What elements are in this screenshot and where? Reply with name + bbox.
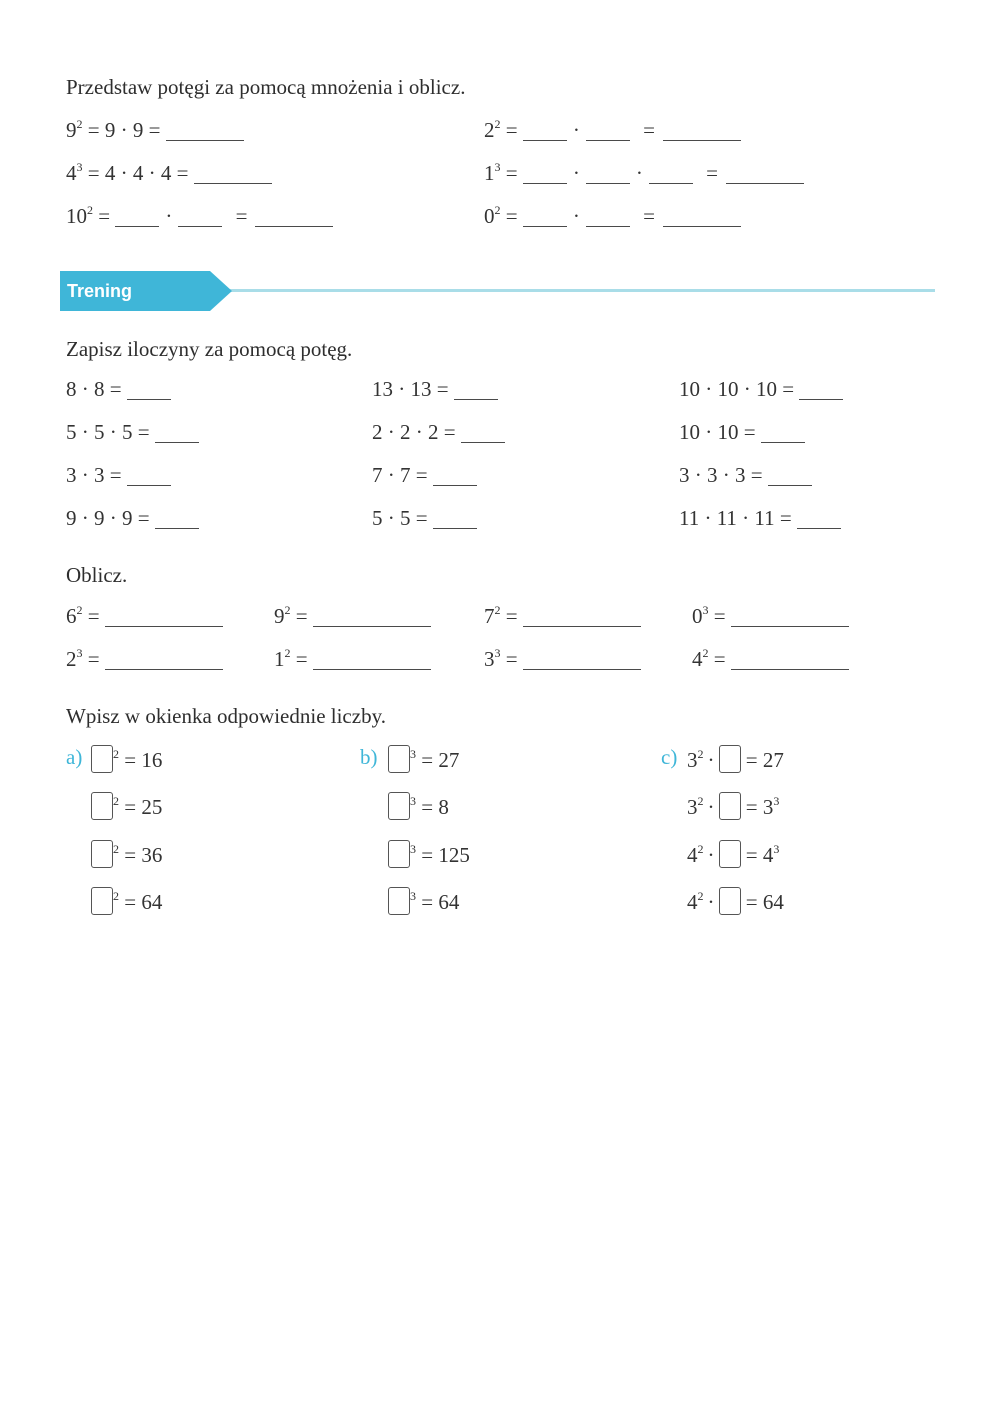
answer-blank[interactable] — [155, 508, 199, 529]
answer-blank[interactable] — [663, 206, 741, 227]
product-item — [679, 463, 812, 487]
exponent: 2 — [87, 203, 93, 217]
exponent: 2 — [113, 747, 119, 761]
exponent: 3 — [494, 160, 501, 174]
answer-box[interactable] — [388, 887, 410, 915]
answer-box[interactable] — [91, 792, 113, 820]
answer-blank[interactable] — [761, 422, 805, 443]
product-item — [372, 463, 477, 487]
box-equation — [388, 887, 459, 915]
box-equation — [91, 840, 162, 868]
exponent: 2 — [113, 794, 119, 808]
equals: = — [708, 647, 726, 671]
base: 9 — [274, 604, 285, 628]
exponent: 2 — [113, 842, 119, 856]
equals: = — [643, 204, 655, 228]
product-expression: 10 · 10 = — [679, 420, 756, 444]
expansion: = 4 · 4 · 4 = — [82, 161, 194, 185]
answer-blank[interactable] — [461, 422, 505, 443]
base: 3 — [687, 748, 698, 772]
product-expression: 8 · 8 = — [66, 377, 122, 401]
equals: = — [500, 647, 518, 671]
exercise-4-cubed — [66, 161, 272, 185]
answer-blank[interactable] — [726, 163, 804, 184]
result: = 8 — [421, 795, 449, 819]
base: 4 — [66, 161, 77, 185]
product-item — [679, 506, 841, 530]
base: 10 — [66, 204, 87, 228]
equals: = — [643, 118, 655, 142]
answer-blank[interactable] — [454, 379, 498, 400]
exponent: 3 — [702, 603, 709, 617]
result: = 4 — [745, 843, 774, 867]
exercise-10-squared — [66, 204, 333, 228]
equals: = — [290, 604, 308, 628]
answer-blank[interactable] — [799, 379, 843, 400]
result: = 16 — [124, 748, 163, 772]
exponent: 2 — [494, 203, 501, 217]
calc-item — [692, 647, 849, 671]
answer-blank[interactable] — [433, 465, 477, 486]
exponent: 3 — [773, 842, 780, 856]
answer-box[interactable] — [388, 745, 410, 773]
expansion: = 9 · 9 = — [82, 118, 166, 142]
box-equation — [91, 792, 162, 820]
product-expression: 7 · 7 = — [372, 463, 428, 487]
answer-blank[interactable] — [523, 606, 641, 627]
equals: = — [500, 161, 523, 185]
answer-blank[interactable] — [105, 606, 223, 627]
product-item — [679, 377, 843, 401]
equals: = — [82, 647, 100, 671]
answer-blank[interactable] — [194, 163, 272, 184]
result: = 64 — [421, 890, 460, 914]
answer-box[interactable] — [91, 840, 113, 868]
label-c: c) — [661, 745, 678, 769]
base: 0 — [484, 204, 495, 228]
answer-blank[interactable] — [731, 649, 849, 670]
answer-box[interactable] — [719, 745, 741, 773]
answer-blank[interactable] — [166, 120, 244, 141]
answer-blank[interactable] — [313, 649, 431, 670]
result: = 64 — [124, 890, 163, 914]
exponent: 3 — [410, 842, 416, 856]
answer-blank[interactable] — [433, 508, 477, 529]
answer-blank[interactable] — [105, 649, 223, 670]
base: 1 — [484, 161, 495, 185]
box-equation — [388, 792, 449, 820]
base: 7 — [484, 604, 495, 628]
dot: · — [707, 748, 715, 772]
exponent: 2 — [697, 747, 704, 761]
equals: = — [706, 161, 718, 185]
factor-blank[interactable] — [523, 206, 567, 227]
label-a: a) — [66, 745, 83, 769]
answer-blank[interactable] — [797, 508, 841, 529]
answer-blank[interactable] — [313, 606, 431, 627]
answer-blank[interactable] — [127, 379, 171, 400]
factor-blank[interactable] — [586, 120, 630, 141]
section-banner-label: Trening — [67, 281, 133, 301]
base: 1 — [274, 647, 285, 671]
answer-box[interactable] — [719, 840, 741, 868]
answer-box[interactable] — [719, 887, 741, 915]
box-equation — [91, 745, 162, 773]
base: 2 — [66, 647, 77, 671]
dot: · — [572, 118, 580, 142]
calc-item — [274, 647, 431, 671]
base: 4 — [692, 647, 703, 671]
product-item — [372, 506, 477, 530]
calc-item — [274, 604, 431, 628]
dot: · — [572, 161, 580, 185]
exponent: 2 — [76, 603, 83, 617]
box-equation — [687, 792, 779, 820]
exponent: 3 — [494, 646, 501, 660]
product-item — [66, 420, 199, 444]
dot: · — [707, 795, 715, 819]
product-expression: 5 · 5 = — [372, 506, 428, 530]
equals: = — [500, 204, 523, 228]
exponent: 2 — [697, 889, 704, 903]
dot: · — [707, 843, 715, 867]
calc-item — [484, 647, 641, 671]
dot: · — [635, 161, 643, 185]
exponent: 2 — [284, 603, 291, 617]
answer-box[interactable] — [91, 887, 113, 915]
base: 4 — [687, 890, 698, 914]
product-item — [66, 506, 199, 530]
exercise-9-squared — [66, 118, 244, 142]
product-expression: 13 · 13 = — [372, 377, 449, 401]
product-expression: 2 · 2 · 2 = — [372, 420, 456, 444]
answer-box[interactable] — [719, 792, 741, 820]
exponent: 3 — [76, 160, 83, 174]
answer-blank[interactable] — [127, 465, 171, 486]
exponent: 2 — [697, 842, 704, 856]
product-expression: 3 · 3 · 3 = — [679, 463, 763, 487]
base: 6 — [66, 604, 77, 628]
product-item — [372, 420, 505, 444]
exponent: 2 — [284, 646, 291, 660]
factor-blank[interactable] — [649, 163, 693, 184]
box-equation — [687, 887, 784, 915]
box-equation — [687, 840, 779, 868]
result: = 25 — [124, 795, 163, 819]
exponent: 2 — [702, 646, 709, 660]
box-equation — [91, 887, 162, 915]
answer-blank[interactable] — [255, 206, 333, 227]
exponent: 2 — [697, 794, 704, 808]
result: = 125 — [421, 843, 470, 867]
product-item — [66, 463, 171, 487]
answer-blank[interactable] — [663, 120, 741, 141]
calc-item — [66, 647, 223, 671]
result: = 27 — [745, 748, 784, 772]
exponent: 2 — [494, 603, 501, 617]
calc-item — [692, 604, 849, 628]
base: 4 — [687, 843, 698, 867]
dot: · — [707, 890, 715, 914]
exponent: 3 — [410, 794, 416, 808]
base: 3 — [484, 647, 495, 671]
product-expression: 10 · 10 · 10 = — [679, 377, 795, 401]
answer-blank[interactable] — [768, 465, 812, 486]
dot: · — [165, 204, 173, 228]
product-item — [372, 377, 498, 401]
exercise-2-squared — [484, 118, 741, 142]
label-b: b) — [360, 745, 378, 769]
exponent: 3 — [410, 747, 416, 761]
equals: = — [500, 604, 518, 628]
base: 2 — [484, 118, 495, 142]
product-expression: 5 · 5 · 5 = — [66, 420, 150, 444]
factor-blank[interactable] — [523, 120, 567, 141]
product-expression: 9 · 9 · 9 = — [66, 506, 150, 530]
equals: = — [93, 204, 116, 228]
base: 3 — [687, 795, 698, 819]
instruction-fill-boxes: Wpisz w okienka odpowiednie liczby. — [66, 704, 386, 728]
exponent: 3 — [76, 646, 83, 660]
product-item — [679, 420, 805, 444]
product-expression: 11 · 11 · 11 = — [679, 506, 792, 530]
exponent: 2 — [494, 117, 501, 131]
instruction-powers-to-multiplication: Przedstaw potęgi za pomocą mnożenia i oblicz. — [66, 75, 466, 99]
exponent: 2 — [76, 117, 83, 131]
instruction-products-to-powers: Zapisz iloczyny za pomocą potęg. — [66, 337, 353, 361]
result: = 64 — [745, 890, 784, 914]
box-equation — [388, 745, 459, 773]
result: = 36 — [124, 843, 163, 867]
equals: = — [235, 204, 248, 228]
base: 9 — [66, 118, 77, 142]
instruction-calculate: Oblicz. — [66, 563, 128, 587]
exercise-1-cubed — [484, 161, 804, 185]
answer-blank[interactable] — [523, 649, 641, 670]
result: = 3 — [745, 795, 774, 819]
equals: = — [708, 604, 726, 628]
base: 0 — [692, 604, 703, 628]
product-expression: 3 · 3 = — [66, 463, 122, 487]
factor-blank[interactable] — [115, 206, 159, 227]
factor-blank[interactable] — [523, 163, 567, 184]
equals: = — [290, 647, 308, 671]
exponent: 2 — [113, 889, 119, 903]
box-equation — [388, 840, 470, 868]
result: = 27 — [421, 748, 460, 772]
calc-item — [66, 604, 223, 628]
calc-item — [484, 604, 641, 628]
answer-box[interactable] — [91, 745, 113, 773]
exponent: 3 — [410, 889, 416, 903]
answer-box[interactable] — [388, 840, 410, 868]
exercise-0-squared — [484, 204, 741, 228]
box-equation — [687, 745, 784, 773]
dot: · — [572, 204, 580, 228]
factor-blank[interactable] — [178, 206, 222, 227]
answer-box[interactable] — [388, 792, 410, 820]
answer-blank[interactable] — [155, 422, 199, 443]
factor-blank[interactable] — [586, 206, 630, 227]
product-item — [66, 377, 171, 401]
answer-blank[interactable] — [731, 606, 849, 627]
factor-blank[interactable] — [586, 163, 630, 184]
equals: = — [500, 118, 523, 142]
equals: = — [82, 604, 100, 628]
exponent: 3 — [773, 794, 780, 808]
